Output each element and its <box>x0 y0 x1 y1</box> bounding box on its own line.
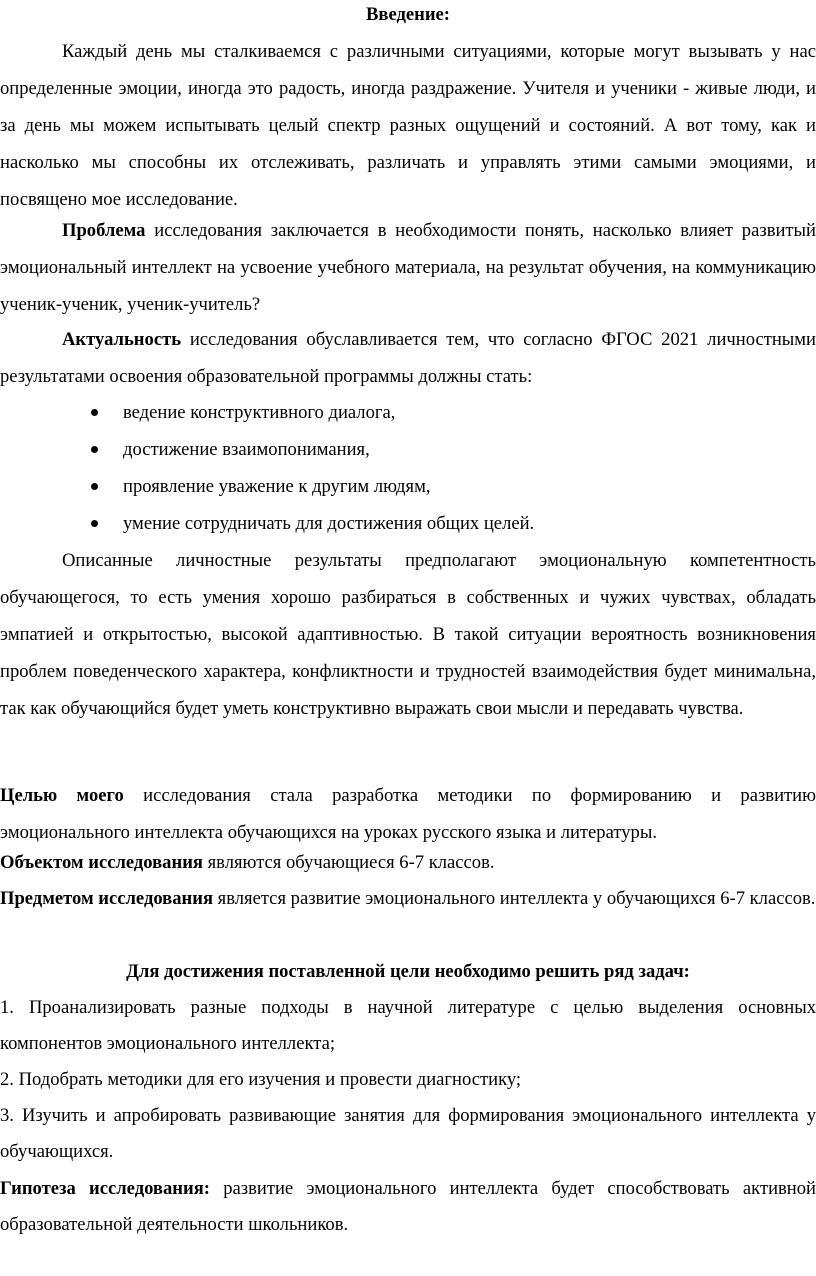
task-item: 1. Проанализировать разные подходы в научной литературе с целью выделения основных компонентов эмоционального интеллекта; <box>0 997 816 1054</box>
hypothesis-text: развитие эмоционального интеллекта будет способствовать активной образовательной деятельности школьников. <box>0 1178 816 1235</box>
bullet-icon <box>91 520 98 527</box>
bullet-icon <box>91 483 98 490</box>
relevance-paragraph <box>0 321 816 395</box>
task-item: 3. Изучить и апробировать развивающие занятия для формирования эмоционального интеллекта у обучающихся. <box>0 1105 816 1162</box>
hypothesis-label: Гипотеза исследования: <box>0 1178 210 1199</box>
problem-paragraph <box>0 212 816 323</box>
problem-text: исследования заключается в необходимости понять, насколько влияет развитый эмоциональный интеллект на усвоение учебного материала, на результат обучения, на коммуникацию ученик-ученик, ученик-учитель? <box>0 220 816 315</box>
object-label: Объектом исследования <box>0 852 203 873</box>
results-bullet-list <box>0 394 816 542</box>
goal-label: Целью моего <box>0 785 124 806</box>
bullet-item: достижение взаимопонимания, <box>0 431 816 468</box>
page-title: Введение: <box>366 4 450 25</box>
subject-paragraph <box>0 881 816 917</box>
results-paragraph: Описанные личностные результаты предполагают эмоциональную компетентность обучающегося, то есть умения хорошо разбираться в собственных и чужих чувствах, обладать эмпатией и открытостью, высокой адаптивностью. В такой ситуации вероятность возникновения проблем поведенческого характера, конфликтности и трудностей взаимодействия будет минимальна, так как обучающийся будет уметь конструктивно выражать свои мысли и передавать чувства. <box>0 550 816 719</box>
subject-text: является развитие эмоционального интеллекта у обучающихся 6-7 классов. <box>213 888 816 909</box>
task-item: 2. Подобрать методики для его изучения и провести диагностику; <box>0 1069 522 1090</box>
object-text: являются обучающиеся 6-7 классов. <box>202 852 495 873</box>
bullet-icon <box>91 409 98 416</box>
intro-paragraph: Каждый день мы сталкиваемся с различными ситуациями, которые могут вызывать у нас определенные эмоции, иногда это радость, иногда раздражение. Учителя и ученики - живые люди, и за день мы можем испытывать целый спектр разных ощущений и состояний. А вот тому, как и насколько мы способны их отслеживать, различать и управлять этими самыми эмоциями, и посвящено мое исследование. <box>0 41 816 210</box>
problem-label: Проблема <box>62 220 146 241</box>
subject-label: Предметом исследования <box>0 888 214 909</box>
relevance-text: исследования обуславливается тем, что согласно ФГОС 2021 личностными результатами освоения образовательной программы должны стать: <box>0 329 816 387</box>
bullet-item: ведение конструктивного диалога, <box>0 394 816 431</box>
goal-text: исследования стала разработка методики по формированию и развитию эмоционального интеллекта обучающихся на уроках русского языка и литературы. <box>0 785 816 843</box>
bullet-icon <box>91 446 98 453</box>
relevance-label: Актуальность <box>62 329 182 350</box>
bullet-item: проявление уважение к другим людям, <box>0 468 816 505</box>
hypothesis-paragraph <box>0 1171 816 1243</box>
object-paragraph <box>0 845 816 881</box>
goal-paragraph <box>0 777 816 851</box>
tasks-heading: Для достижения поставленной цели необходимо решить ряд задач: <box>126 961 690 982</box>
bullet-item: умение сотрудничать для достижения общих целей. <box>0 505 816 542</box>
